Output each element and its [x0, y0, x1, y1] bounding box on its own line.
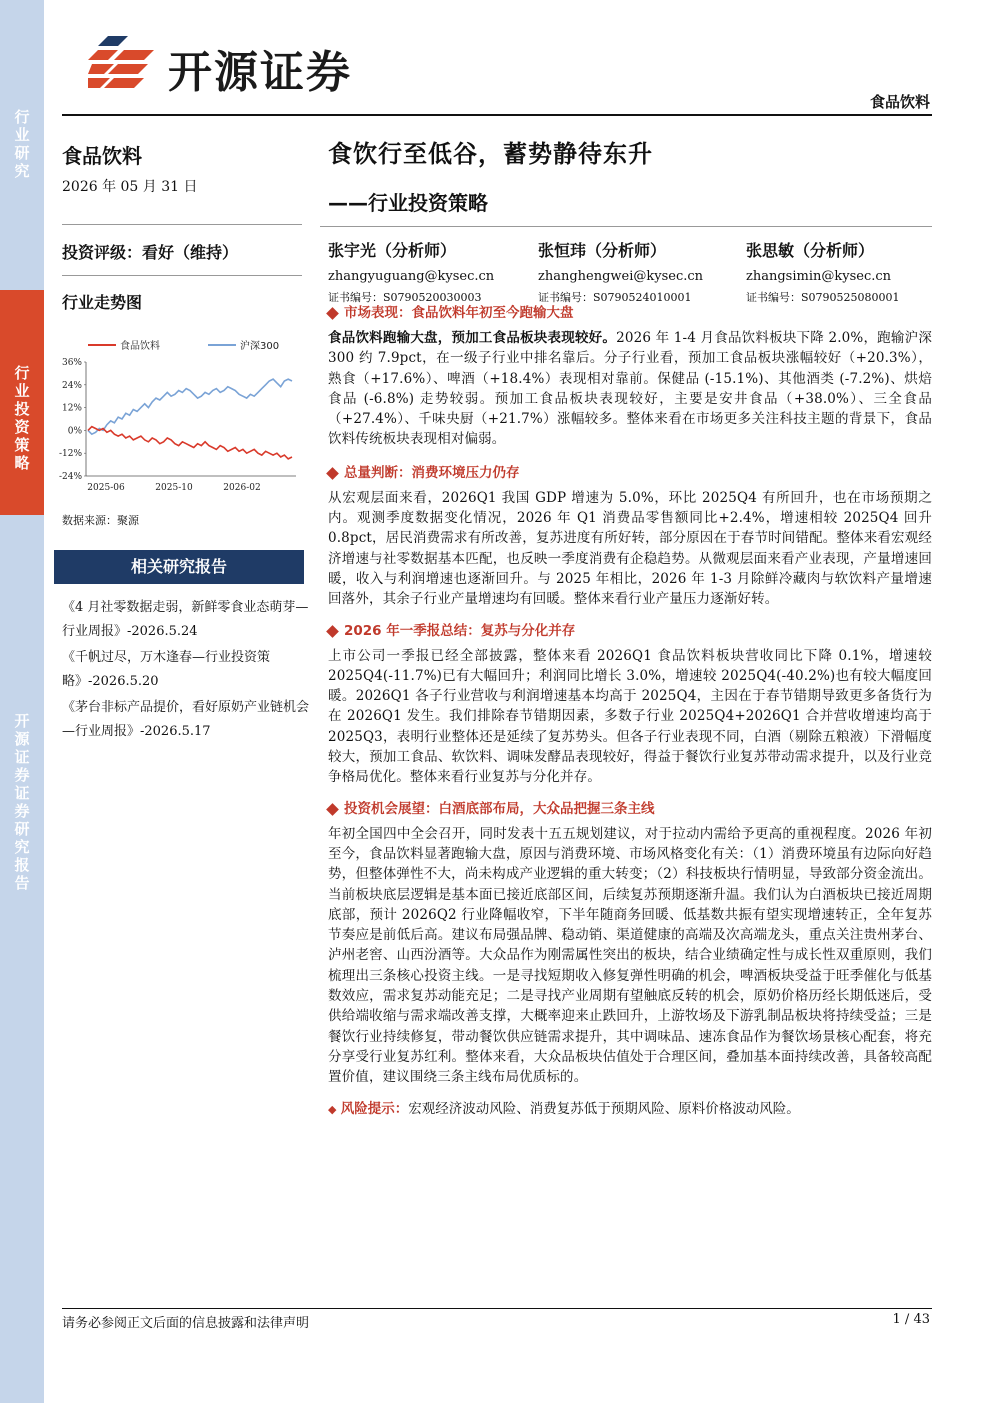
header-category: 食品饮料 [869, 93, 930, 111]
related-report-link[interactable]: 《茅台非标产品提价，看好原奶产业链机会—行业周报》-2026.5.17 [62, 700, 310, 739]
footer-rule [62, 1308, 932, 1309]
section-paragraph [328, 824, 932, 1088]
report-title: 食饮行至低谷，蓄势静待东升 [328, 140, 653, 168]
analyst-email[interactable]: zhanghengwei@kysec.cn [538, 269, 704, 284]
analyst-name: 张思敏（分析师） [746, 241, 875, 260]
side-strip [0, 0, 44, 1403]
chart-y-tick-label: -24% [58, 472, 82, 482]
related-report-link[interactable]: 《千帆过尽，万木逢春—行业投资策略》-2026.5.20 [62, 650, 271, 689]
risk-text: 宏观经济波动风险、消费复苏低于预期风险、原料价格波动风险。 [408, 1100, 800, 1117]
chart-y-tick-label: 36% [61, 358, 82, 368]
diamond-bullet-icon: ◆ [328, 1102, 337, 1116]
report-body [328, 302, 932, 1121]
analyst-cert: 证书编号：S0790525080001 [746, 291, 900, 304]
analyst-card [538, 238, 738, 305]
strip-mid-block [0, 290, 44, 515]
section-paragraph [328, 646, 932, 788]
brand-logo-icon [88, 32, 154, 90]
report-subtitle: ——行业投资策略 [328, 191, 488, 215]
investment-rating: 投资评级：看好（维持） [62, 243, 239, 262]
chart-source: 数据来源：聚源 [62, 514, 139, 527]
chart-y-tick-label: -12% [58, 449, 82, 460]
analyst-name: 张恒玮（分析师） [538, 241, 667, 260]
chart-series-line [88, 379, 292, 434]
industry-name: 食品饮料 [62, 144, 142, 168]
section-heading: 市场表现：食品饮料年初至今跑输大盘 [328, 302, 932, 324]
section-text: 上市公司一季报已经全部披露，整体来看 2026Q1 食品饮料板块营收同比下降 0.1%，增速较 2025Q4(-11.7%)已有大幅回升；利润同比增长 3.0%，增速较 2025Q4(-40.2%)也有较大幅度回暖。2026Q1 各子行业营收与利润增速基本均高于 2025Q4，主因在于春节错期导致更多备货行为在 2026Q1 发生。我们排除春节错期因素，多数子行业 2025Q4+2026Q1 合并营收增速均高于 2025Q3，表明行业整体还是延续了复苏势头。但各子行业表现不同，白酒（剔除五粮液）下滑幅度较大，预加工食品、软饮料、调味发酵品表现较好，得益于餐饮行业复苏带动需求提升，以及行业竞争格局优化。整体来看行业复苏与分化并存。 [328, 647, 932, 786]
report-date: 2026 年 05 月 31 日 [62, 179, 198, 195]
analyst-cert: 证书编号：S0790524010001 [538, 291, 692, 304]
footer-disclaimer: 请务必参阅正文后面的信息披露和法律声明 [62, 1316, 310, 1331]
analyst-card [746, 238, 946, 305]
chart-x-tick-label: 2025-06 [87, 483, 125, 493]
section-lead: 食品饮料跑输大盘，预加工食品板块表现较好。 [328, 330, 617, 346]
chart-x-tick-label: 2026-02 [223, 483, 261, 493]
divider [62, 224, 302, 225]
chart-x-tick-label: 2025-10 [155, 483, 193, 493]
page-number: 1 / 43 [892, 1312, 930, 1327]
section-heading: 投资机会展望：白酒底部布局，大众品把握三条主线 [328, 798, 932, 820]
chart-legend-label: 食品饮料 [120, 341, 160, 352]
strip-mid-label: 行业投资策略 [14, 364, 30, 472]
strip-top-label: 行业研究 [14, 108, 30, 180]
analyst-email[interactable]: zhangyuguang@kysec.cn [328, 269, 495, 284]
trend-chart-title: 行业走势图 [62, 293, 143, 312]
trend-chart [52, 330, 304, 500]
header-rule [62, 114, 932, 116]
related-reports-title: 相关研究报告 [54, 550, 304, 584]
brand-name: 开源证券 [168, 47, 352, 98]
analyst-cert: 证书编号：S0790520030003 [328, 291, 482, 304]
risk-label: 风险提示： [340, 1100, 409, 1117]
divider [320, 226, 932, 227]
chart-series-line [88, 427, 292, 459]
chart-legend-label: 沪深300 [240, 341, 280, 352]
analyst-name: 张宇光（分析师） [328, 241, 457, 260]
section-heading: 2026 年一季报总结：复苏与分化并存 [328, 620, 932, 642]
analyst-card [328, 238, 528, 305]
section-heading: 总量判断：消费环境压力仍存 [328, 462, 932, 484]
related-report-link[interactable]: 《4 月社零数据走弱，新鲜零食业态萌芽—行业周报》-2026.5.24 [62, 600, 309, 639]
section-text: 2026 年 1-4 月食品饮料板块下降 2.0%，跑输沪深 300 约 7.9pct，在一级子行业中排名靠后。分子行业看，预加工食品板块涨幅较好（+20.3%），熟食（+17.6%）、啤酒（+18.4%）表现相对靠前。保健品 (-15.1%)、其他酒类 (-7.2%)、烘焙食品 (-6.8%) 走势较弱。预加工食品板块表现较好，主要是安井食品（+38.0%）、三全食品（+27.4%）、千味央厨（+21.7%）涨幅较多。整体来看在市场更多关注科技主题的背景下，食品饮料传统板块表现相对偏弱。 [328, 330, 932, 448]
risk-notice [328, 1098, 932, 1121]
section-paragraph [328, 328, 932, 450]
strip-bottom-label: 开源证券 证券研究报告 [14, 712, 30, 892]
section-text: 从宏观层面来看，2026Q1 我国 GDP 增速为 5.0%，环比 2025Q4 有所回升，也在市场预期之内。观测季度数据变化情况，2026 年 Q1 消费品零售额同比+2.4%，增速相较 2025Q4 回升 0.8pct，居民消费需求有所改善，复苏进度有所好转，部分原因在于春节时间错配。整体来看宏观经济增速与社零数据基本匹配，也反映一季度消费有企稳趋势。从微观层面来看产业表现，产量增速回暖，收入与利润增速也逐渐回升。与 2025 年相比，2026 年 1-3 月除鲜冷藏肉与软饮料产量增速回落外，其余子行业产量增速均有回暖。整体来看行业产量压力逐渐好转。 [328, 489, 932, 608]
section-text: 年初全国四中全会召开，同时发表十五五规划建议，对于拉动内需给予更高的重视程度。2026 年初至今，食品饮料显著跑输大盘，原因与消费环境、市场风格变化有关：（1）消费环境虽有边际向好趋势，但整体弹性不大，尚未构成产业逻辑的重大转变；（2）科技板块行情明显，导致部分资金流出。当前板块底层逻辑是基本面已接近底部区间，后续复苏预期逐渐升温。我们认为白酒板块已接近周期底部，预计 2026Q2 行业降幅收窄，下半年随商务回暖、低基数共振有望实现增速转正，全年复苏节奏应是前低后高。建议布局强品牌、稳动销、渠道健康的高端及次高端龙头，重点关注贵州茅台、泸州老窖、山西汾酒等。大众品作为刚需属性突出的板块，结合业绩确定性与成长性双重原则，我们梳理出三条核心投资主线。一是寻找短期收入修复弹性明确的机会，啤酒板块受益于旺季催化与低基数效应，需求复苏动能充足；二是寻找产业周期有望触底反转的机会，原奶价格历经长期低迷后，受供给端收缩与需求端改善支撑，大概率迎来止跌回升，上游牧场及下游乳制品板块将持续受益；三是餐饮行业持续修复，带动餐饮供应链需求提升，其中调味品、速冻食品作为餐饮场景核心配套，将充分享受行业复苏红利。整体来看，大众品板块估值处于合理区间，叠加基本面持续改善，具备较高配置价值，建议围绕三条主线布局优质标的。 [328, 825, 932, 1086]
analyst-email[interactable]: zhangsimin@kysec.cn [746, 269, 892, 284]
brand-logo [88, 32, 388, 98]
chart-y-tick-label: 0% [67, 426, 82, 437]
section-paragraph [328, 488, 932, 610]
related-reports-list [62, 596, 310, 746]
chart-y-tick-label: 24% [61, 380, 82, 391]
divider [62, 275, 302, 276]
chart-y-tick-label: 12% [61, 403, 82, 414]
